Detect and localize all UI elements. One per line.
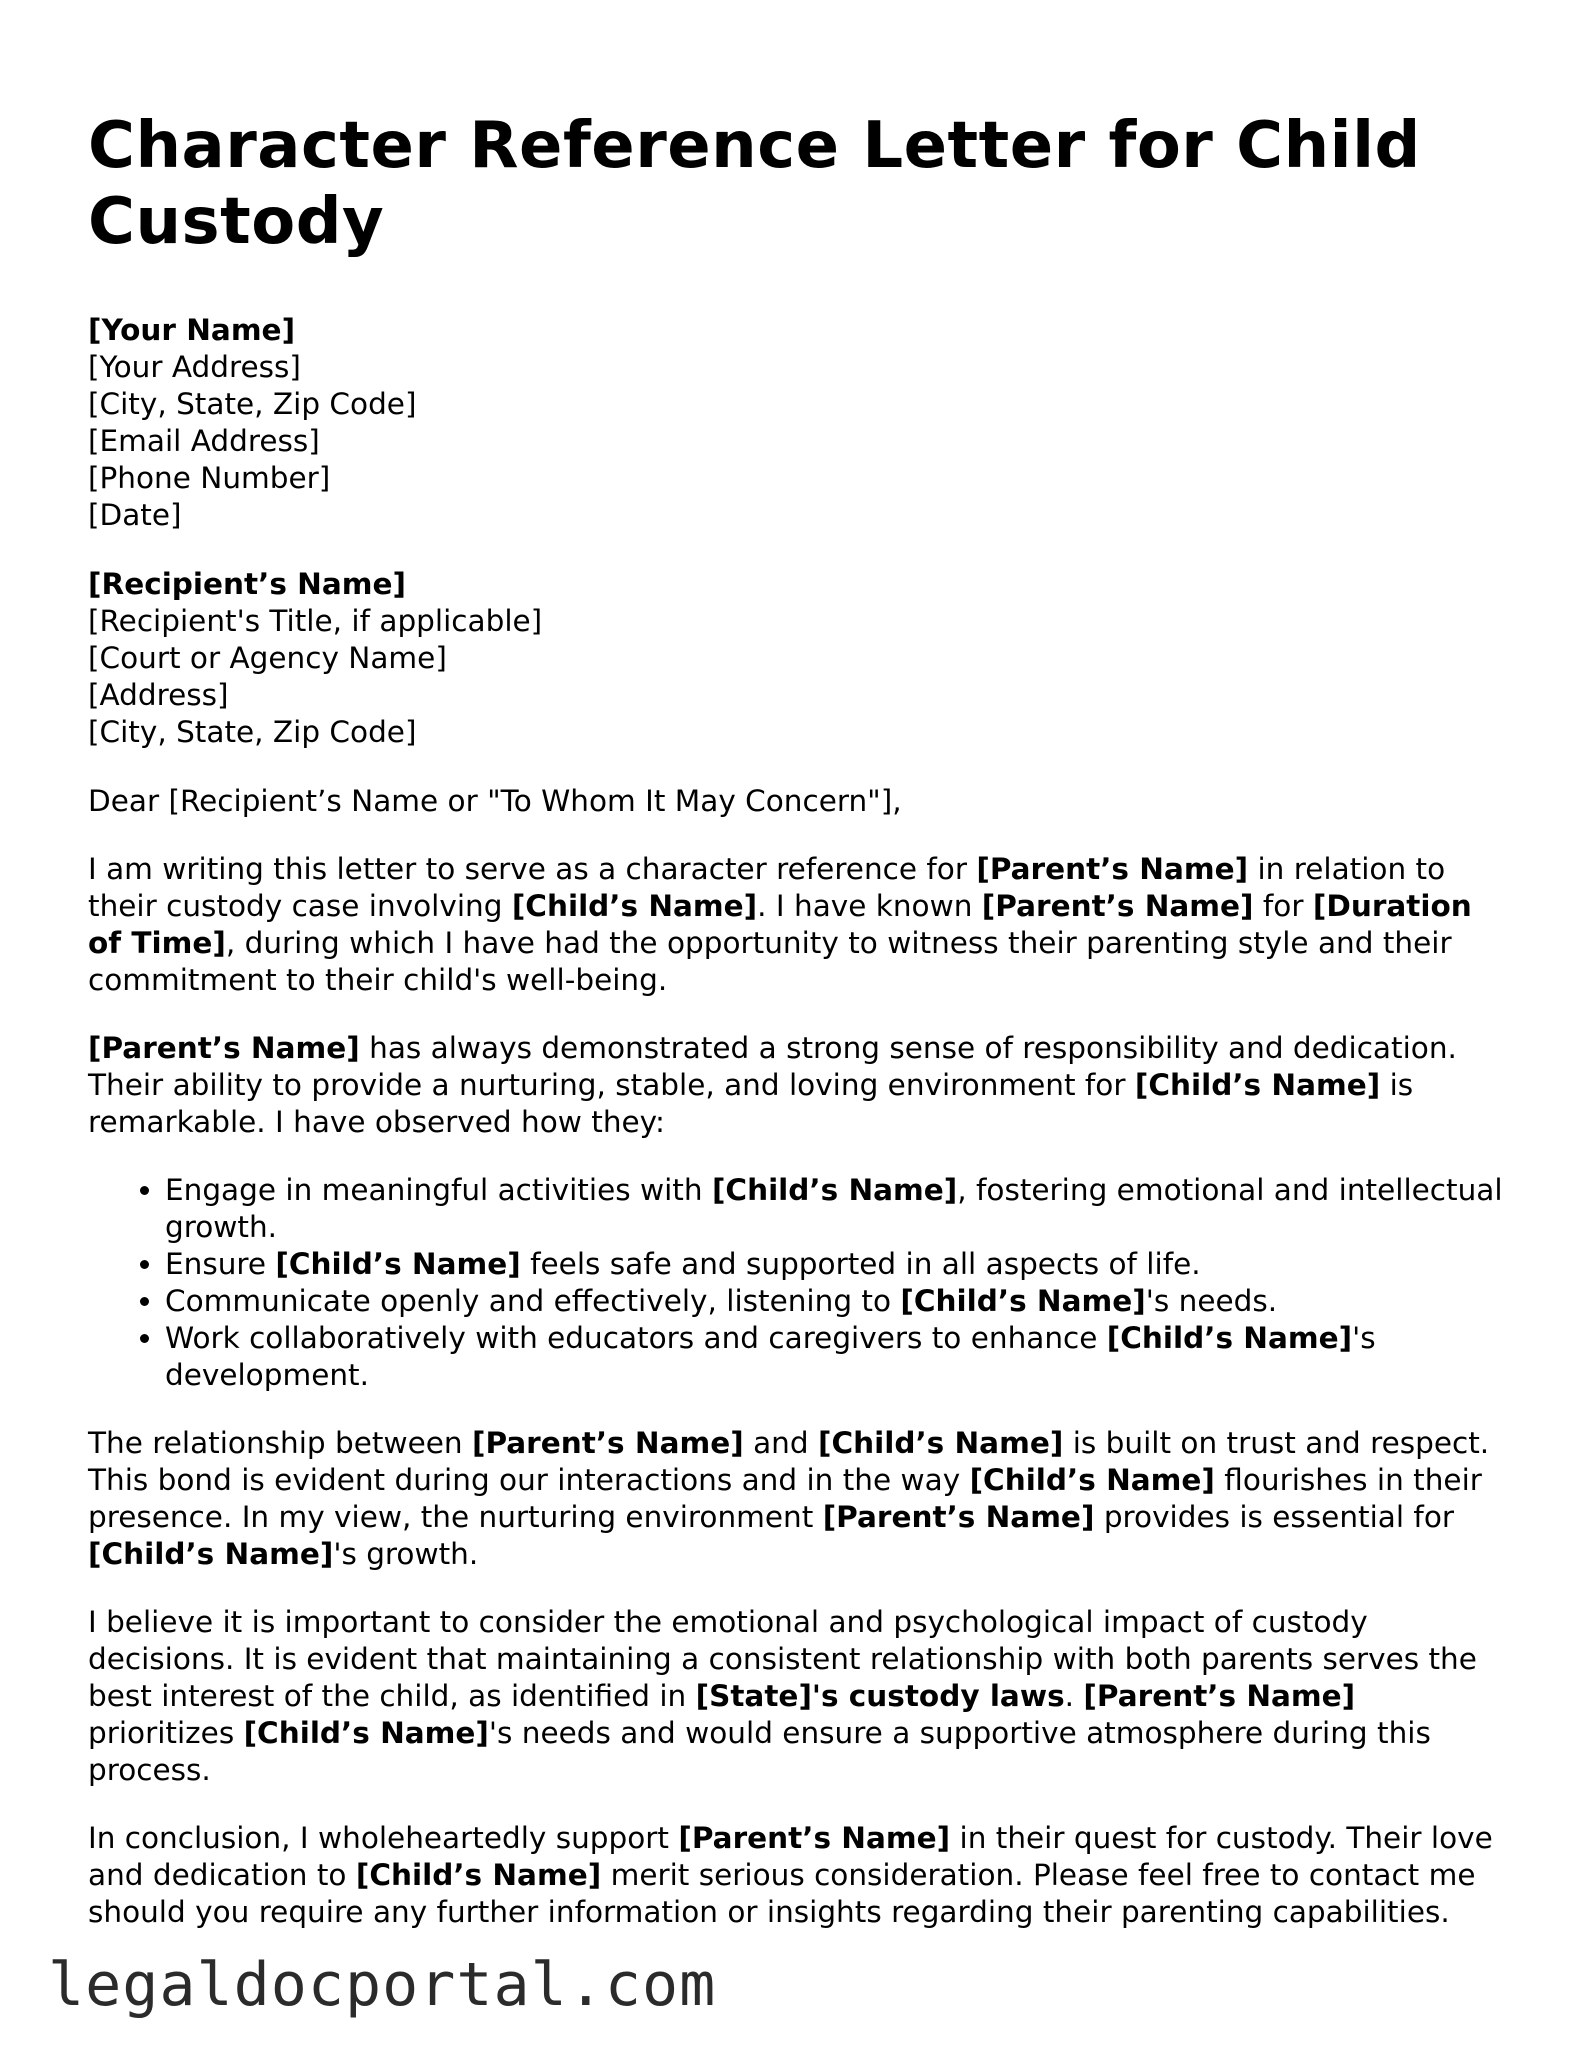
paragraph-responsibility: [Parent’s Name] has always demonstrated a strong sense of responsibility and dedication. Their ability to provide a nurturing, stable, and loving environment for [Child’s Name] is remarkable. I have observed how they: (88, 1031, 1457, 1139)
paragraph-custody-impact: I believe it is important to consider the emotional and psychological impact of custody decisions. It is evident that maintaining a consistent relationship with both parents serves the best interest of the child, as identified in [State]'s custody laws. [Parent’s Name] prioritizes [Child’s Name]'s needs and would ensure a supportive atmosphere during this process. (88, 1605, 1477, 1787)
recipient-city: [City, State, Zip Code] (88, 715, 417, 749)
list-item: • Work collaboratively with educators and caregivers to enhance [Child’s Name]'s development. (165, 1320, 1508, 1394)
letter-page (88, 108, 1508, 1962)
observations-list (88, 1172, 1508, 1394)
paragraph-intro: I am writing this letter to serve as a character reference for [Parent’s Name] in relation to their custody case involving [Child’s Name]. I have known [Parent’s Name] for [Duration of Time], during which I have had the opportunity to witness their parenting style and their commitment to their child's well-being. (88, 852, 1472, 997)
sender-email: [Email Address] (88, 424, 320, 458)
sender-name: [Your Name] (88, 313, 296, 347)
sender-date: [Date] (88, 498, 182, 532)
page-title: Character Reference Letter for Child Custody (88, 109, 1421, 259)
salutation: Dear [Recipient’s Name or "To Whom It May Concern"], (88, 784, 902, 818)
recipient-title: [Recipient's Title, if applicable] (88, 604, 543, 638)
sender-phone: [Phone Number] (88, 461, 331, 495)
paragraph-relationship: The relationship between [Parent’s Name] and [Child’s Name] is built on trust and respect. This bond is evident during our interactions and in the way [Child’s Name] flourishes in their presence. In my view, the nurturing environment [Parent’s Name] provides is essential for [Child’s Name]'s growth. (88, 1426, 1490, 1571)
list-item: • Communicate openly and effectively, listening to [Child’s Name]'s needs. (165, 1283, 1508, 1320)
list-item: • Ensure [Child’s Name] feels safe and supported in all aspects of life. (165, 1246, 1508, 1283)
recipient-court: [Court or Agency Name] (88, 641, 447, 675)
sender-city: [City, State, Zip Code] (88, 387, 417, 421)
recipient-address: [Address] (88, 678, 229, 712)
recipient-name: [Recipient’s Name] (88, 567, 407, 601)
sender-block (88, 312, 1508, 534)
list-item: • Engage in meaningful activities with [Child’s Name], fostering emotional and intellectual growth. (165, 1172, 1508, 1246)
watermark: legaldocportal.com (48, 1950, 717, 2020)
paragraph-conclusion: In conclusion, I wholeheartedly support [Parent’s Name] in their quest for custody. Their love and dedication to [Child’s Name] merit serious consideration. Please feel free to contact me should you require any further information or insights regarding their parenting capabilities. (88, 1821, 1493, 1929)
recipient-block (88, 566, 1508, 751)
sender-address: [Your Address] (88, 350, 301, 384)
